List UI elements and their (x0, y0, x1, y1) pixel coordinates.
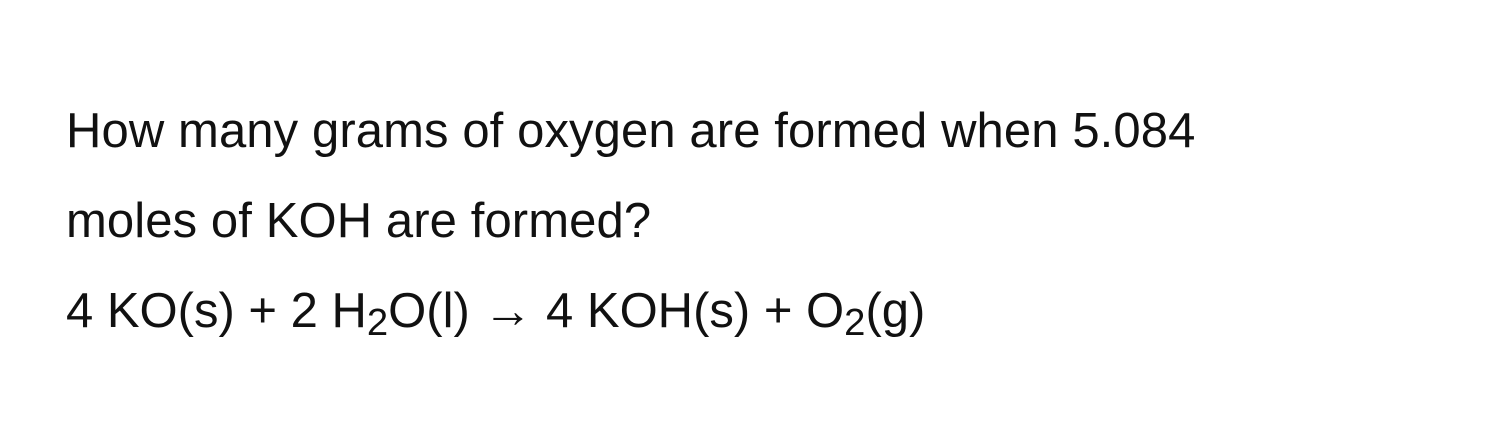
question-text (66, 86, 1446, 266)
chemical-equation (66, 266, 1446, 356)
water-subscript: 2 (366, 301, 389, 345)
question-line-2: moles of KOH are formed? (66, 194, 652, 248)
equation-part-3: (g) (865, 284, 926, 338)
question-line-1: How many grams of oxygen are formed when 5.084 (66, 104, 1196, 158)
equation-part-2: O(l) → 4 KOH(s) + O (388, 284, 845, 338)
equation-part-1: 4 KO(s) + 2 H (66, 284, 367, 338)
oxygen-subscript: 2 (844, 301, 866, 345)
problem-content (66, 86, 1446, 356)
